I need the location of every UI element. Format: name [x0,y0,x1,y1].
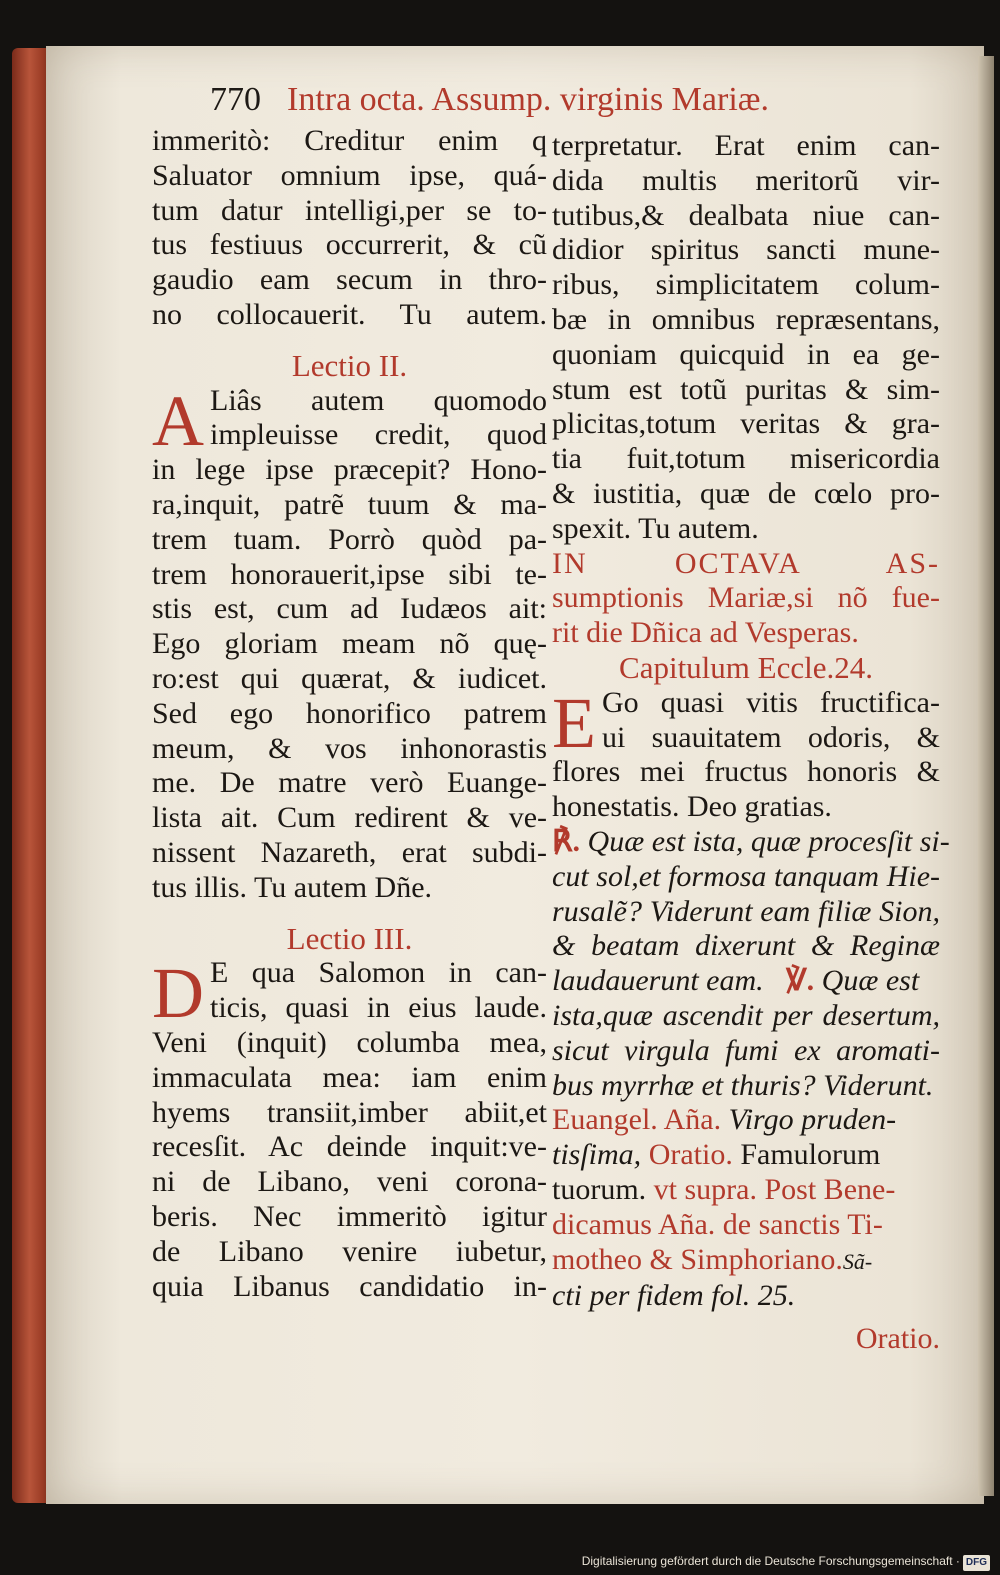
text-line: no collocauerit. Tu autem. [152,297,547,331]
text-line: immeritò: Creditur enim q [152,124,547,157]
text-line: impleuisse credit, quod [210,418,547,452]
text-line: me. De matre verò Euange- [152,766,547,800]
text-line: tum datur intelligi,per se to- [152,193,547,227]
text-line: lista ait. Cum redirent & ve- [152,801,547,835]
versicle-symbol: ℣. [786,964,815,998]
text-line: Go quasi vitis fructifica- [601,685,940,719]
antiphon-block [552,1103,940,1357]
left-column [152,124,547,1304]
dfg-credit [582,1553,990,1571]
text-line: quoniam quicquid in ea ge- [552,337,940,371]
sancti-a: Sã- [842,1248,873,1274]
text-line: quia Libanus candidatio in- [152,1269,547,1303]
text-line: ticis, quasi in eius laude. [210,991,547,1025]
text-line: laudauerunt eam. [552,964,764,998]
text-line: bæ in omnibus repræsentans, [552,302,940,336]
text-line: trem tuam. Porrò quòd pa- [152,522,547,556]
text-line: hyems transiit,imber abiit,et [152,1095,547,1129]
text-line: sicut virgula fumi ex aromati- [552,1033,940,1067]
right-intro [552,129,940,547]
text-line: immaculata mea: iam enim [152,1060,547,1094]
capitulum-title: Capitulum Eccle.24. [619,649,873,685]
tuorum-text: tuorum. [552,1172,647,1206]
oratio-text: Famulorum [740,1138,881,1172]
text-line: Ego gloriam meam nõ quę- [152,627,547,661]
drop-cap-d: D [152,953,204,1034]
text-line: tus festiuus occurrerit, & cũ [152,228,547,262]
text-line: tia fuit,totum misericordia [552,442,940,476]
lectio-2-title: Lectio II. [291,347,408,383]
text-line: ui suauitatem odoris, & [601,720,940,754]
closing-oratio: Oratio. [855,1322,940,1356]
left-intro [152,124,547,333]
text-line: stis est, cum ad Iudæos ait: [152,592,547,626]
oratio-label: Oratio. [648,1138,733,1172]
text-line: terpretatur. Erat enim can- [552,129,940,162]
text-line: E qua Salomon in can- [210,956,547,990]
antiphon-text-2: tisſima, [552,1138,642,1172]
rubric-line: sumptionis Mariæ,si nõ fue- [552,581,940,615]
text-line: Saluator omnium ipse, quá- [152,158,547,192]
text-line: trem honorauerit,ipse sibi te- [152,557,547,591]
responsory-symbol: ℟. [552,824,581,858]
text-line: beris. Nec immeritò igitur [152,1199,547,1233]
drop-cap-a: A [152,380,204,461]
rubric-line: rit die Dñica ad Vesperas. [552,616,859,650]
page-number: 770 [210,81,261,118]
text-line: Sed ego honorifico patrem [152,696,547,730]
rubric-line: IN OCTAVA AS- [552,546,940,580]
text-line: ribus, simplicitatem colum- [552,268,940,302]
lectio-2-body [152,380,547,906]
antiphon-label: Euangel. Aña. [552,1103,722,1137]
text-line: cut sol,et formosa tanquam Hie- [552,859,940,893]
text-line: Liâs autem quomodo [210,383,547,417]
text-line: & beatam dixerunt & Reginæ [552,929,940,963]
motheo-line: motheo & Simphoriano. [552,1242,843,1276]
page-stack-edge [978,56,994,1496]
text-line: meum, & vos inhonorastis [152,731,547,765]
text-line: dida multis meritorũ vir- [552,163,940,197]
text-line: spexit. Tu autem. [552,511,759,545]
text-line: recesſit. Ac deinde inquit:ve- [152,1130,547,1164]
text-line: ni de Libano, veni corona- [152,1165,547,1199]
octava-heading [552,547,940,651]
lectio-3-title: Lectio III. [286,920,413,956]
dfg-logo: DFG [963,1555,990,1571]
text-line: gaudio eam secum in thro- [152,263,547,297]
text-line: plicitas,totum veritas & gra- [552,407,940,441]
text-line: honestatis. Deo gratias. [552,790,832,824]
running-title: Intra octa. Assump. virginis Mariæ. [287,81,769,118]
drop-cap-e: E [552,682,596,763]
lectio-3-body [152,953,547,1304]
text-line: tus illis. Tu autem Dñe. [152,870,433,904]
text-line: didior spiritus sancti mune- [552,233,940,267]
text-line: bus myrrhæ et thuris? Viderunt. [552,1068,934,1102]
running-header [210,80,769,120]
text-line: de Libano venire iubetur, [152,1234,547,1268]
text-line: nissent Nazareth, erat subdi- [152,835,547,869]
capitulum-body [552,682,940,825]
text-line: ista,quæ ascendit per desertum, [552,998,940,1032]
text-line: Quæ est [821,964,920,998]
sancti-line: cti per fidem fol. 25. [552,1279,796,1313]
text-line: Veni (inquit) columba mea, [152,1025,547,1059]
text-line: Quæ est ista, quæ procesſit si- [587,824,950,858]
antiphon-text: Virgo pruden- [728,1103,897,1137]
dfg-credit-text: Digitalisierung gefördert durch die Deutsche Forschungsgemeinschaft · [581,1554,960,1568]
text-line: stum est totũ puritas & sim- [552,372,940,406]
text-line: & iustitia, quæ de cœlo pro- [552,476,940,510]
text-line: tutibus,& dealbata niue can- [552,198,940,232]
text-line: flores mei fructus honoris & [552,755,940,789]
text-line: in lege ipse præcepit? Hono- [152,453,547,487]
text-line: rusalẽ? Viderunt eam filiæ Sion, [552,894,940,928]
vt-supra-text: vt supra. Post Bene- [653,1172,896,1206]
text-line: ra,inquit, patrẽ tuum & ma- [152,487,547,521]
text-line: ro:est qui quærat, & iudicet. [152,661,547,695]
right-column [552,129,950,1357]
responsory [552,824,950,1103]
dicamus-line: dicamus Aña. de sanctis Ti- [552,1207,883,1241]
